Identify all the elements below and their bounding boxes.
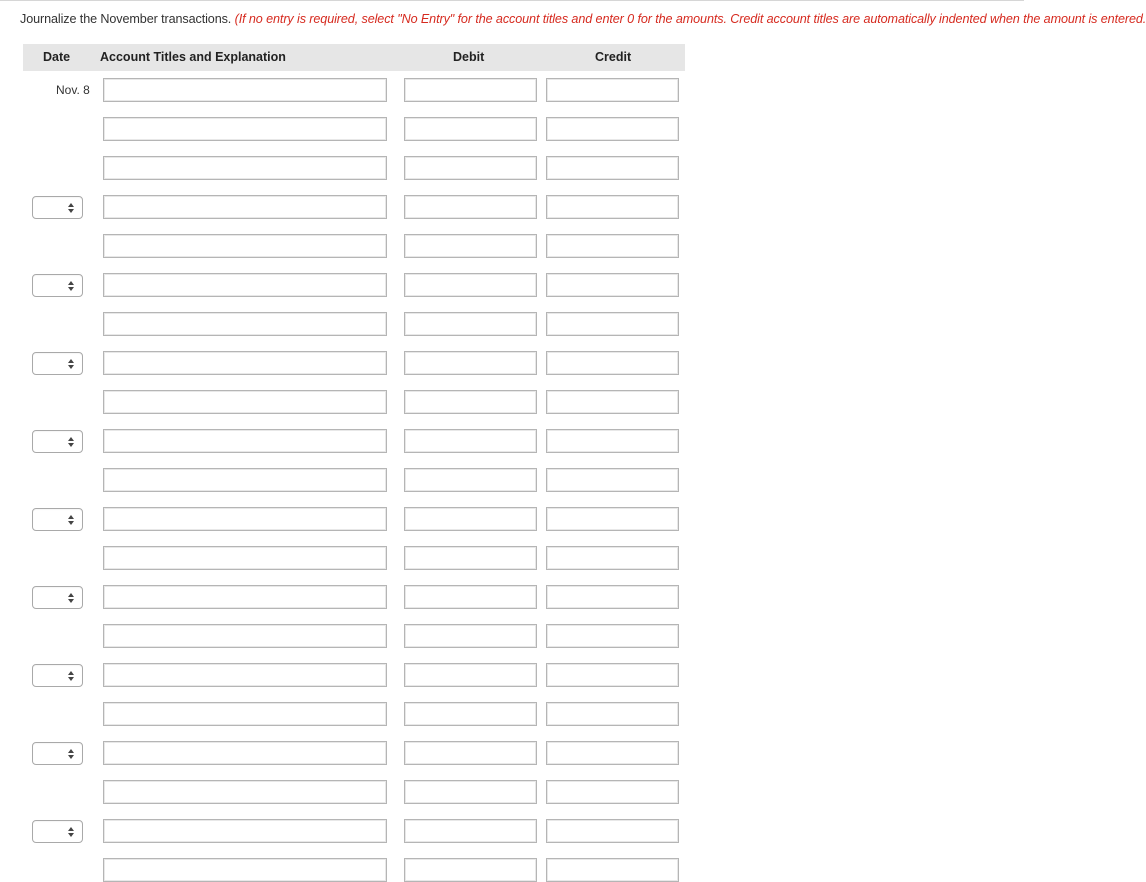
date-select[interactable] [32,586,83,609]
header-date: Date [43,50,71,64]
credit-amount-input[interactable] [546,819,679,843]
account-title-input[interactable] [103,858,387,882]
debit-amount-input[interactable] [404,390,537,414]
date-select[interactable] [32,274,83,297]
account-title-input[interactable] [103,546,387,570]
debit-amount-input[interactable] [404,741,537,765]
header-credit: Credit [595,50,632,64]
date-select[interactable] [32,196,83,219]
account-title-input[interactable] [103,624,387,648]
account-title-input[interactable] [103,780,387,804]
account-title-input[interactable] [103,702,387,726]
account-title-input[interactable] [103,351,387,375]
debit-amount-input[interactable] [404,273,537,297]
debit-amount-input[interactable] [404,351,537,375]
debit-amount-input[interactable] [404,663,537,687]
account-title-input[interactable] [103,429,387,453]
account-title-input[interactable] [103,273,387,297]
date-select[interactable] [32,664,83,687]
debit-amount-input[interactable] [404,78,537,102]
debit-amount-input[interactable] [404,156,537,180]
credit-amount-input[interactable] [546,351,679,375]
date-select[interactable] [32,352,83,375]
debit-amount-input[interactable] [404,195,537,219]
account-title-input[interactable] [103,741,387,765]
instructions-lead: Journalize the November transactions. [20,12,232,26]
credit-amount-input[interactable] [546,234,679,258]
credit-amount-input[interactable] [546,585,679,609]
credit-amount-input[interactable] [546,429,679,453]
credit-amount-input[interactable] [546,117,679,141]
header-debit: Debit [453,50,485,64]
credit-amount-input[interactable] [546,195,679,219]
date-select[interactable] [32,430,83,453]
credit-amount-input[interactable] [546,546,679,570]
debit-amount-input[interactable] [404,546,537,570]
debit-amount-input[interactable] [404,117,537,141]
account-title-input[interactable] [103,468,387,492]
debit-amount-input[interactable] [404,468,537,492]
account-title-input[interactable] [103,585,387,609]
account-title-input[interactable] [103,156,387,180]
credit-amount-input[interactable] [546,741,679,765]
date-select[interactable] [32,820,83,843]
credit-amount-input[interactable] [546,663,679,687]
debit-amount-input[interactable] [404,624,537,648]
debit-amount-input[interactable] [404,429,537,453]
credit-amount-input[interactable] [546,624,679,648]
debit-amount-input[interactable] [404,234,537,258]
entry-date: Nov. 8 [56,83,90,97]
credit-amount-input[interactable] [546,468,679,492]
date-select[interactable] [32,742,83,765]
account-title-input[interactable] [103,312,387,336]
debit-amount-input[interactable] [404,312,537,336]
account-title-input[interactable] [103,819,387,843]
instructions-note: (If no entry is required, select "No Entry" for the account titles and enter 0 for the amounts. Credit account titles are automatically indented when the amount is entered. [234,12,1146,26]
credit-amount-input[interactable] [546,390,679,414]
account-title-input[interactable] [103,78,387,102]
credit-amount-input[interactable] [546,273,679,297]
credit-amount-input[interactable] [546,78,679,102]
debit-amount-input[interactable] [404,585,537,609]
account-title-input[interactable] [103,507,387,531]
credit-amount-input[interactable] [546,858,679,882]
credit-amount-input[interactable] [546,780,679,804]
account-title-input[interactable] [103,390,387,414]
credit-amount-input[interactable] [546,507,679,531]
account-title-input[interactable] [103,663,387,687]
credit-amount-input[interactable] [546,312,679,336]
account-title-input[interactable] [103,234,387,258]
debit-amount-input[interactable] [404,780,537,804]
credit-amount-input[interactable] [546,156,679,180]
account-title-input[interactable] [103,117,387,141]
header-account-titles: Account Titles and Explanation [100,50,286,64]
debit-amount-input[interactable] [404,507,537,531]
account-title-input[interactable] [103,195,387,219]
debit-amount-input[interactable] [404,702,537,726]
date-select[interactable] [32,508,83,531]
debit-amount-input[interactable] [404,819,537,843]
debit-amount-input[interactable] [404,858,537,882]
credit-amount-input[interactable] [546,702,679,726]
